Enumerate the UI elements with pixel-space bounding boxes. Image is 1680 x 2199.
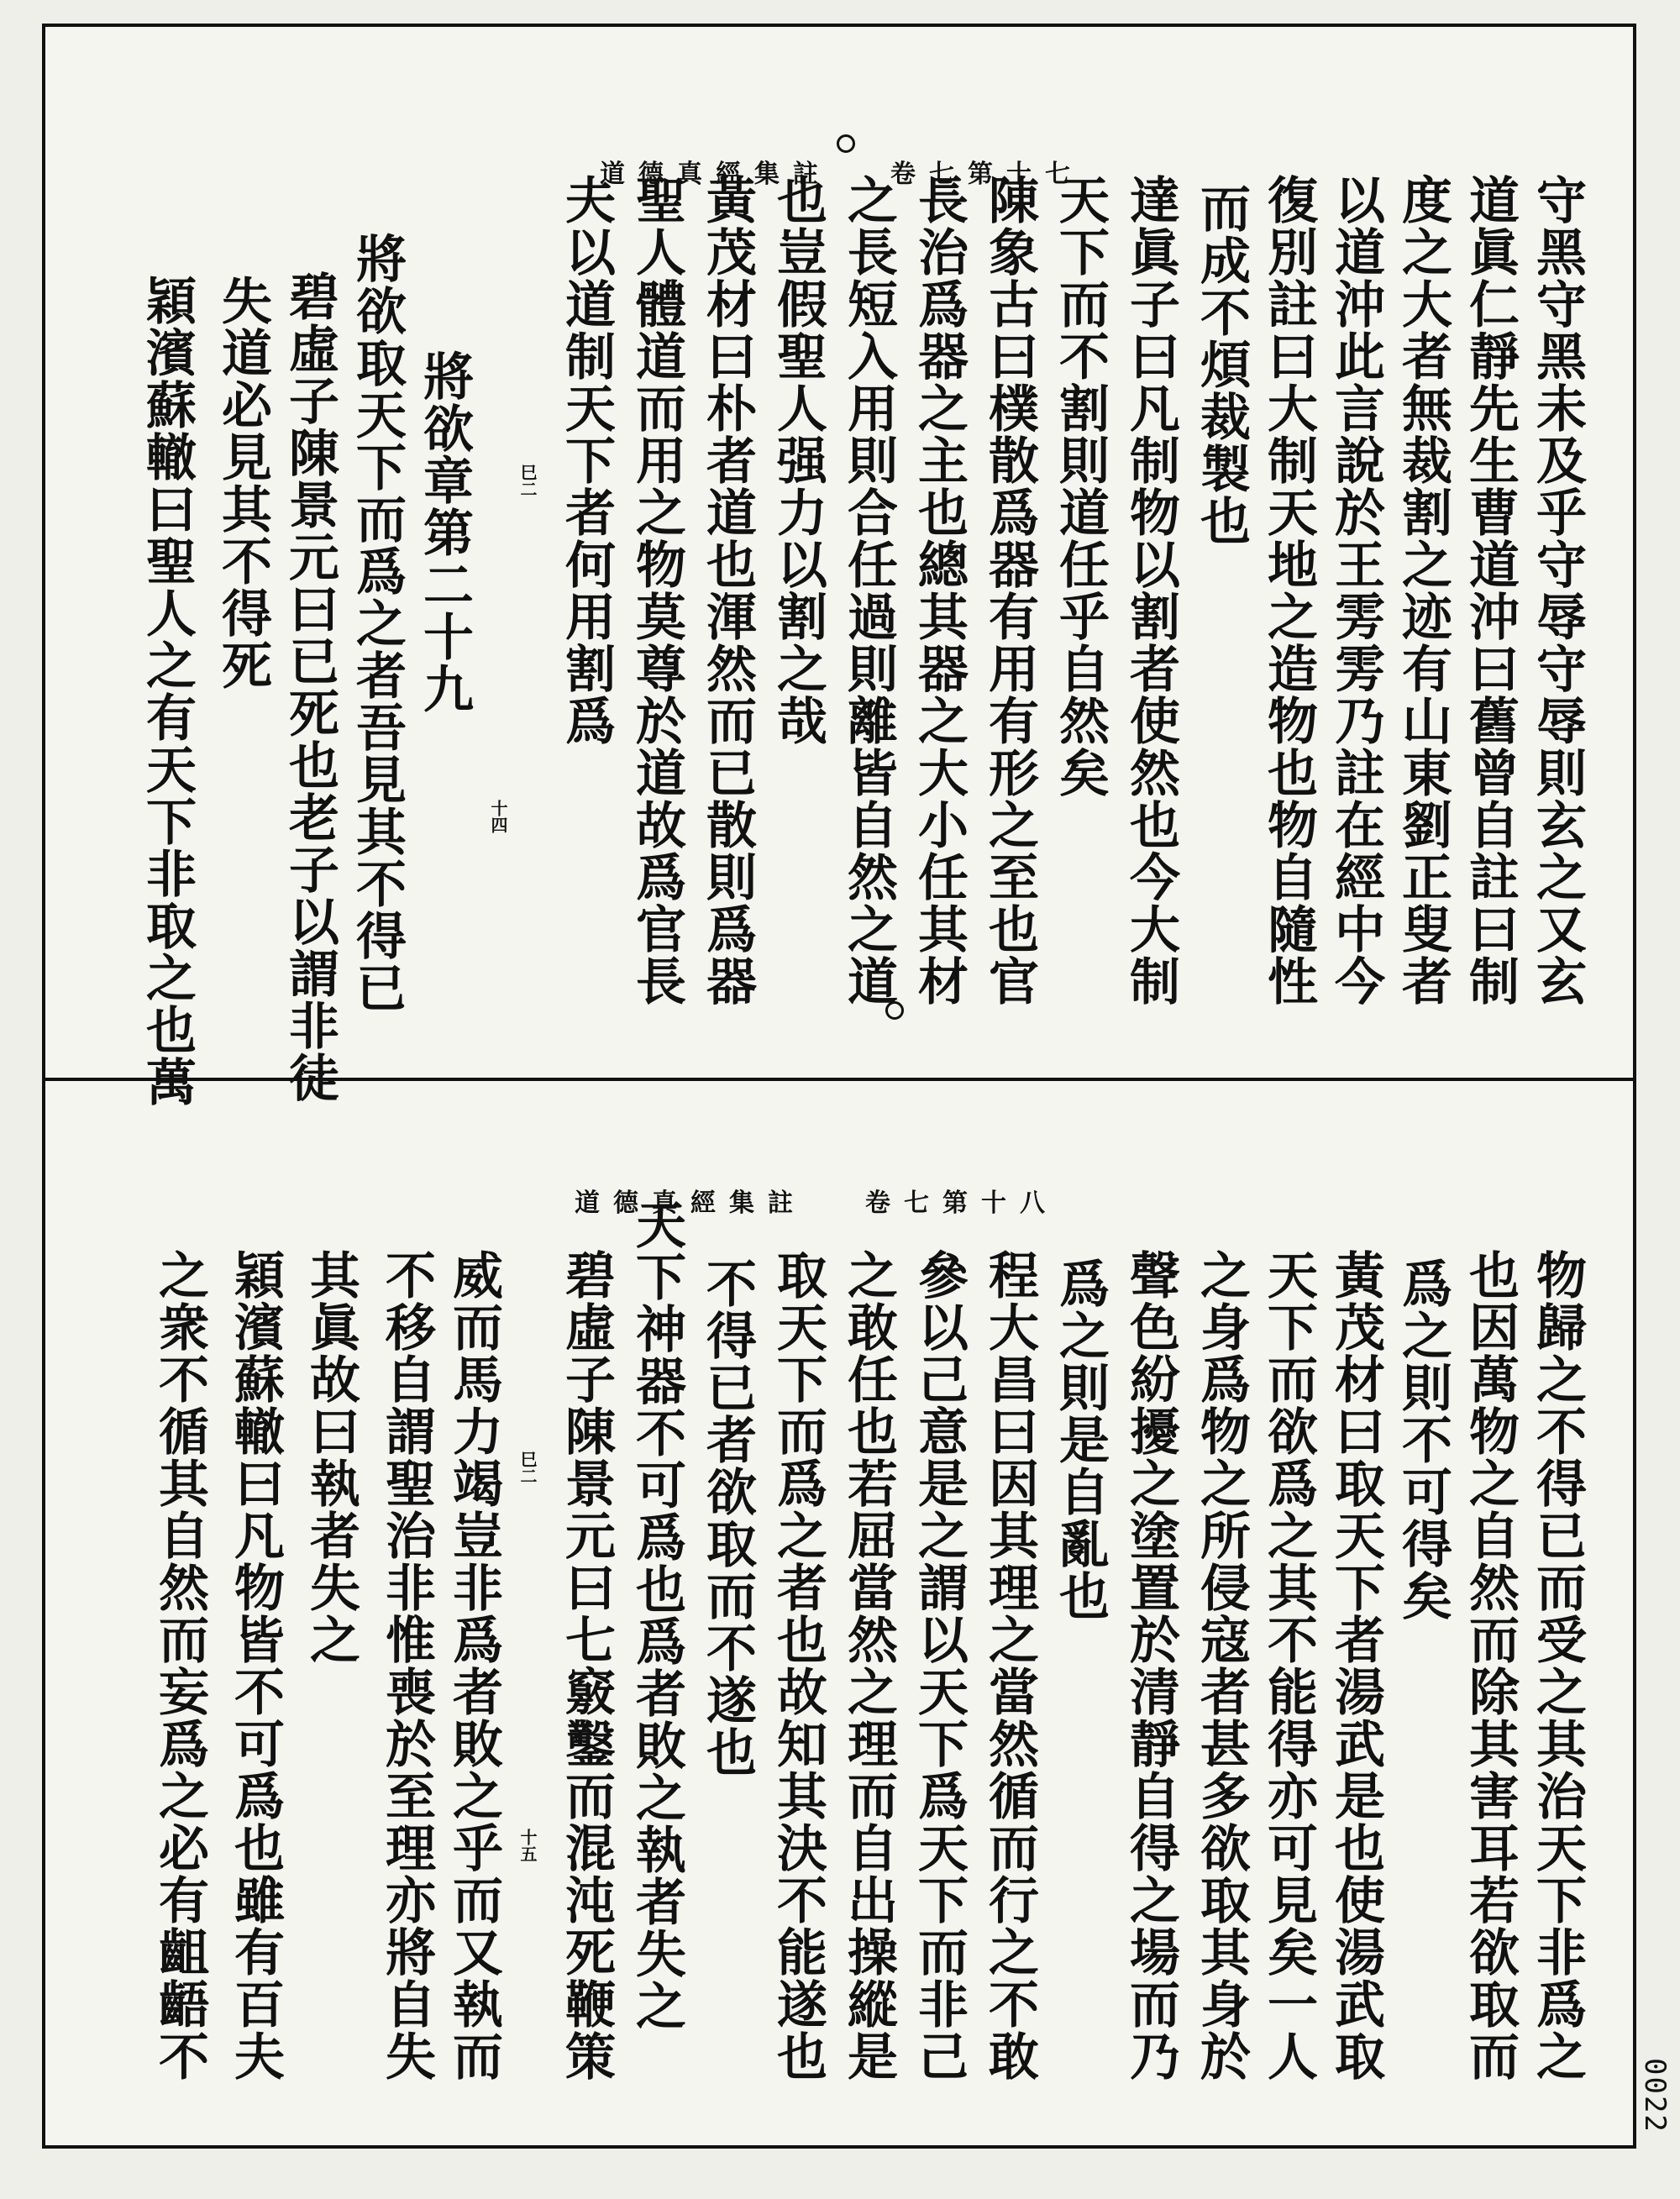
text-column: 達眞子曰凡制物以割者使然也今大制 bbox=[1121, 174, 1180, 1007]
text-column: 也因萬物之自然而除其害耳若欲取而 bbox=[1461, 1249, 1520, 2082]
text-column: 不得已者欲取而不遂也 bbox=[698, 1257, 757, 1778]
text-column: 陳象古曰樸散爲器有用有形之至也官 bbox=[980, 174, 1039, 1007]
text-column: 之敢任也若屈當然之理而自出操縱是 bbox=[839, 1249, 898, 2082]
text-column: 夫以道制天下者何用割爲 bbox=[557, 174, 616, 747]
text-column: 之身爲物之所侵寇者甚多欲取其身於 bbox=[1192, 1249, 1251, 2082]
text-column: 黃茂材曰取天下者湯武是也使湯武取 bbox=[1326, 1249, 1385, 2082]
text-column: 碧虛子陳景元曰已死也老子以謂非徒 bbox=[281, 270, 339, 1104]
small-note: 十五 bbox=[517, 1829, 538, 1862]
text-column: 其眞故曰執者失之 bbox=[302, 1249, 360, 1666]
text-column: 聖人體道而用之物莫尊於道故爲官長 bbox=[627, 174, 686, 1007]
chapter-heading: 將欲章第二十九 bbox=[415, 350, 474, 715]
text-column: 不移自謂聖治非惟喪於至理亦將自失 bbox=[377, 1249, 436, 2082]
top-header-title: 道德真經集註 bbox=[600, 160, 832, 189]
text-column: 守黑守黑未及乎守辱守辱則玄之又玄 bbox=[1528, 174, 1587, 1007]
top-header-volume: 卷七第十七 bbox=[890, 160, 1084, 189]
text-column: 黃茂材曰朴者道也渾然而已散則爲器 bbox=[698, 174, 757, 1007]
small-note: 十四 bbox=[488, 800, 508, 833]
text-column: 參以己意是之謂以天下爲天下而非己 bbox=[910, 1249, 969, 2082]
text-column: 度之大者無裁割之迹有山東劉正叟者 bbox=[1394, 174, 1452, 1007]
text-column: 穎濱蘇轍曰聖人之有天下非取之也萬 bbox=[138, 275, 197, 1108]
text-column: 程大昌曰因其理之當然循而行之不敢 bbox=[980, 1249, 1039, 2082]
text-column: 失道必見其不得死 bbox=[213, 275, 272, 691]
text-column: 長治爲器之主也總其器之大小任其材 bbox=[910, 174, 969, 1007]
text-column: 物歸之不得已而受之其治天下非爲之 bbox=[1528, 1249, 1587, 2082]
page-number: 0022 bbox=[1638, 2058, 1672, 2133]
text-column: 天下神器不可爲也爲者敗之執者失之 bbox=[627, 1199, 686, 2032]
text-column: 威而馬力竭豈非爲者敗之乎而又執而 bbox=[444, 1249, 503, 2082]
text-column: 天下而欲爲之其不能得亦可見矣一人 bbox=[1259, 1249, 1318, 2082]
bottom-header-title: 道德真經集註 bbox=[575, 1189, 806, 1218]
small-note: 巳二 bbox=[517, 464, 538, 497]
text-column: 碧虛子陳景元曰七竅鑿而混沌死鞭策 bbox=[557, 1249, 616, 2082]
text-column: 之長短入用則合任過則離皆自然之道 bbox=[839, 174, 898, 1007]
top-page bbox=[45, 27, 1633, 1108]
text-column: 而成不煩裁製也 bbox=[1192, 182, 1251, 547]
small-note: 巳二 bbox=[517, 1451, 538, 1484]
text-column: 復別註曰大制天地之造物也物自隨性 bbox=[1259, 174, 1318, 1007]
text-column: 道眞仁靜先生曹道沖曰舊曾自註曰制 bbox=[1461, 174, 1520, 1007]
text-column: 爲之則不可得矣 bbox=[1394, 1257, 1452, 1622]
circle-mark bbox=[837, 134, 855, 153]
text-column: 爲之則是自亂也 bbox=[1051, 1257, 1110, 1622]
text-column: 穎濱蘇轍曰凡物皆不可爲也雖有百夫 bbox=[226, 1249, 285, 2082]
text-column: 聲色紛擾之塗置於清靜自得之場而乃 bbox=[1121, 1249, 1180, 2082]
bottom-header-volume: 卷七第十八 bbox=[865, 1189, 1058, 1218]
text-column: 也豈假聖人强力以割之哉 bbox=[769, 174, 827, 747]
text-column: 天下而不割則道任乎自然矣 bbox=[1051, 174, 1110, 799]
text-column: 之衆不循其自然而妄爲之必有齟齬不 bbox=[150, 1249, 209, 2082]
text-column: 將欲取天下而爲之者吾見其不得已 bbox=[348, 233, 407, 1014]
bottom-page bbox=[45, 1081, 1633, 2145]
text-column: 以道沖此言說於王雱雱乃註在經中今 bbox=[1326, 174, 1385, 1007]
text-column: 取天下而爲之者也故知其決不能遂也 bbox=[769, 1249, 827, 2082]
